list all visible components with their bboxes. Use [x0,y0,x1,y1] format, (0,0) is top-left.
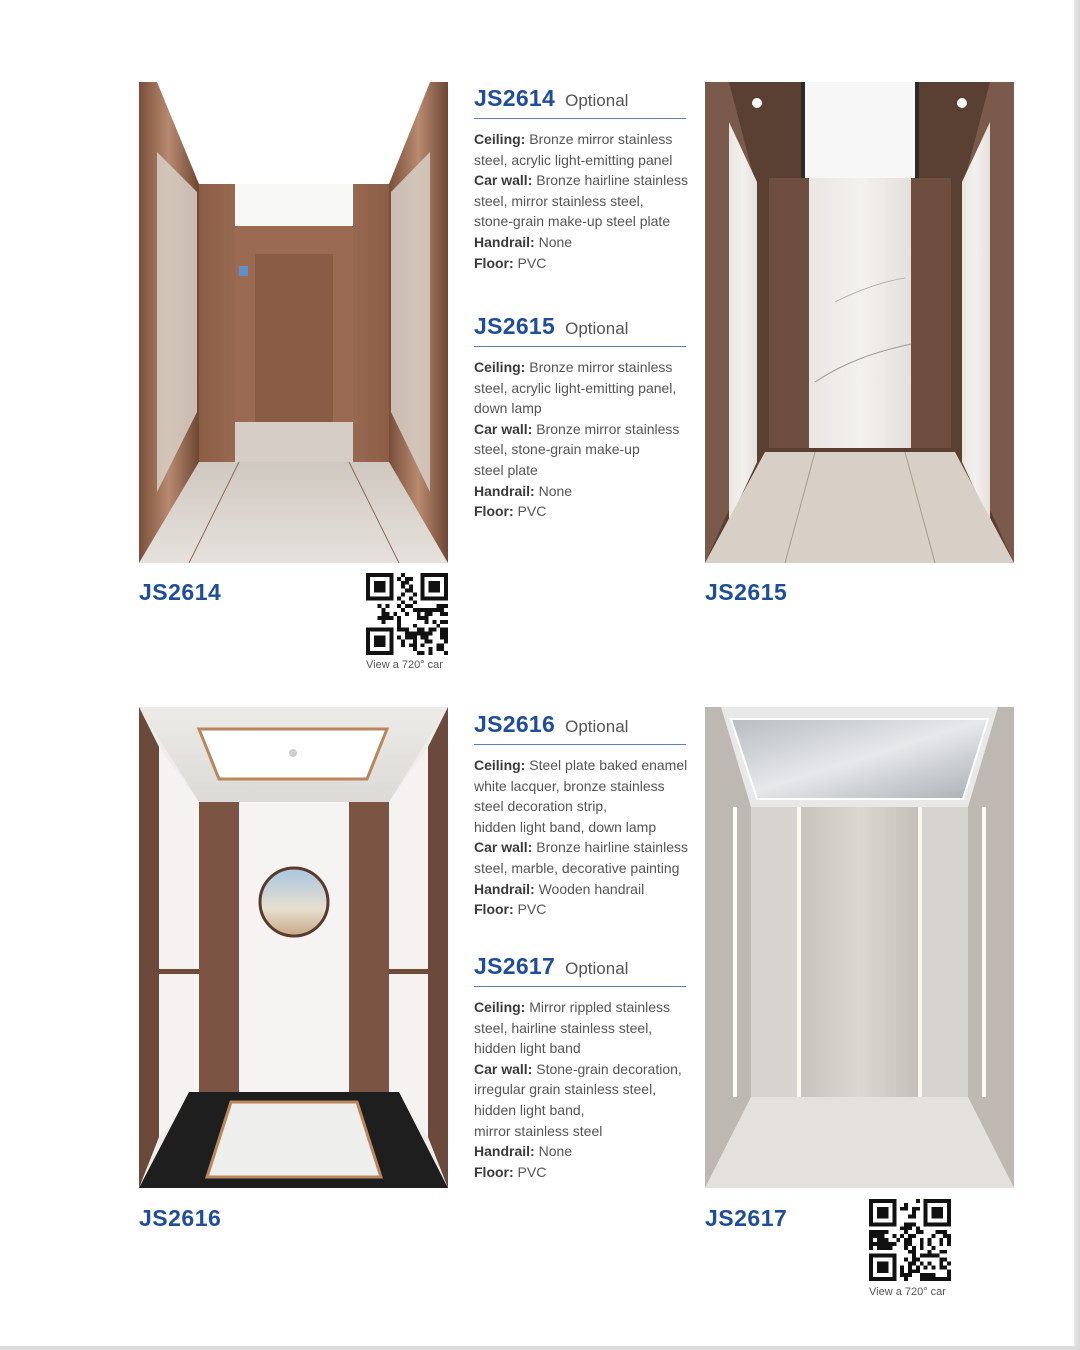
qr-caption: View a 720° car [869,1286,946,1298]
spec-optional: Optional [565,959,629,978]
spec-line [474,191,686,212]
spec-line [474,899,686,920]
spec-field-label: Handrail: [474,482,535,499]
model-label-js2615: JS2615 [705,579,788,605]
spec-field-value: steel plate [474,461,538,478]
spec-field-value: down lamp [474,400,542,417]
spec-field-value: PVC [517,503,547,520]
spec-field-label: Car wall: [474,1060,533,1077]
spec-field-label: Car wall: [474,420,533,437]
spec-line [474,232,686,253]
spec-line [474,1079,686,1100]
spec-field-label: Floor: [474,503,514,520]
spec-line [474,1162,686,1183]
spec-line [474,419,686,440]
spec-field-value: Bronze hairline stainless [536,839,688,856]
qr-caption: View a 720° car [366,659,443,671]
spec-field-value: steel, mirror stainless steel, [474,192,644,209]
spec-optional: Optional [565,319,629,338]
spec-line [474,253,686,274]
model-label-js2617: JS2617 [705,1205,788,1231]
model-label-js2616: JS2616 [139,1205,222,1231]
spec-field-value: mirror stainless steel [474,1122,603,1139]
spec-field-label: Floor: [474,1163,514,1180]
spec-field-value: steel, acrylic light-emitting panel [474,151,673,168]
spec-line [474,170,686,191]
spec-field-value: steel, marble, decorative painting [474,859,680,876]
car-photo-js2617 [705,707,1014,1188]
spec-field-value: Wooden handrail [538,880,645,897]
spec-line [474,211,686,232]
spec-field-value: Stone-grain decoration, [536,1060,682,1077]
spec-body [474,997,686,1182]
spec-body [474,129,686,273]
spec-line [474,129,686,150]
spec-optional: Optional [565,717,629,736]
spec-field-value: hidden light band, [474,1101,585,1118]
spec-field-value: steel, stone-grain make-up [474,441,640,458]
spec-field-label: Ceiling: [474,757,526,773]
spec-field-value: PVC [517,1163,547,1180]
spec-block-js2616 [474,711,686,920]
model-label-js2614: JS2614 [139,579,222,605]
spec-block-js2617 [474,953,686,1182]
spec-field-value: None [538,1143,573,1160]
spec-field-value: PVC [517,901,547,918]
spec-line [474,1141,686,1162]
spec-line [474,879,686,900]
spec-line [474,378,686,399]
spec-line [474,357,686,378]
spec-field-value: None [538,233,573,250]
qr-code-icon[interactable] [366,573,448,655]
spec-heading [474,711,686,745]
spec-body [474,357,686,522]
car-photo-js2614 [139,82,448,563]
spec-line [474,796,686,817]
spec-field-label: Car wall: [474,172,533,189]
spec-field-label: Handrail: [474,880,535,897]
spec-field-value: stone-grain make-up steel plate [474,213,671,230]
spec-field-label: Floor: [474,901,514,918]
spec-line [474,460,686,481]
spec-field-value: PVC [517,254,547,271]
spec-line [474,398,686,419]
spec-field-value: steel decoration strip, [474,798,608,815]
spec-block-js2614 [474,85,686,273]
spec-code: JS2615 [474,313,556,339]
spec-code: JS2617 [474,953,556,979]
spec-code: JS2614 [474,85,556,111]
spec-line [474,837,686,858]
page-edge-shadow [1074,0,1080,1350]
spec-field-value: steel, hairline stainless steel, [474,1019,653,1036]
spec-line [474,150,686,171]
car-photo-js2615 [705,82,1014,563]
spec-field-value: hidden light band, down lamp [474,818,657,835]
qr-code-icon[interactable] [869,1199,951,1281]
spec-field-label: Car wall: [474,839,533,856]
spec-line [474,817,686,838]
spec-line [474,439,686,460]
car-photo-js2616 [139,707,448,1188]
spec-optional: Optional [565,91,629,110]
spec-field-value: Mirror rippled stainless [529,999,671,1015]
spec-line [474,755,686,776]
spec-code: JS2616 [474,711,556,737]
spec-line [474,1018,686,1039]
spec-field-value: irregular grain stainless steel, [474,1081,657,1098]
spec-field-label: Floor: [474,254,514,271]
spec-line [474,1059,686,1080]
spec-field-value: white lacquer, bronze stainless [474,777,665,794]
spec-field-value: Bronze mirror stainless [536,420,680,437]
spec-heading [474,313,686,347]
spec-field-label: Handrail: [474,233,535,250]
spec-line [474,1100,686,1121]
spec-field-label: Ceiling: [474,131,526,147]
spec-field-value: None [538,482,573,499]
spec-block-js2615 [474,313,686,522]
spec-heading [474,953,686,987]
spec-field-value: Bronze mirror stainless [529,131,673,147]
spec-field-label: Ceiling: [474,999,526,1015]
spec-field-value: Bronze hairline stainless [536,172,688,189]
spec-heading [474,85,686,119]
spec-field-value: hidden light band [474,1040,581,1057]
spec-field-label: Ceiling: [474,359,526,375]
spec-line [474,997,686,1018]
spec-body [474,755,686,920]
spec-field-value: Steel plate baked enamel [529,757,688,773]
spec-line [474,776,686,797]
spec-line [474,858,686,879]
spec-field-value: steel, acrylic light-emitting panel, [474,379,677,396]
page-bottom-edge [0,1346,1080,1350]
spec-field-label: Handrail: [474,1143,535,1160]
spec-line [474,481,686,502]
spec-field-value: Bronze mirror stainless [529,359,673,375]
spec-line [474,1121,686,1142]
spec-line [474,1038,686,1059]
spec-line [474,501,686,522]
